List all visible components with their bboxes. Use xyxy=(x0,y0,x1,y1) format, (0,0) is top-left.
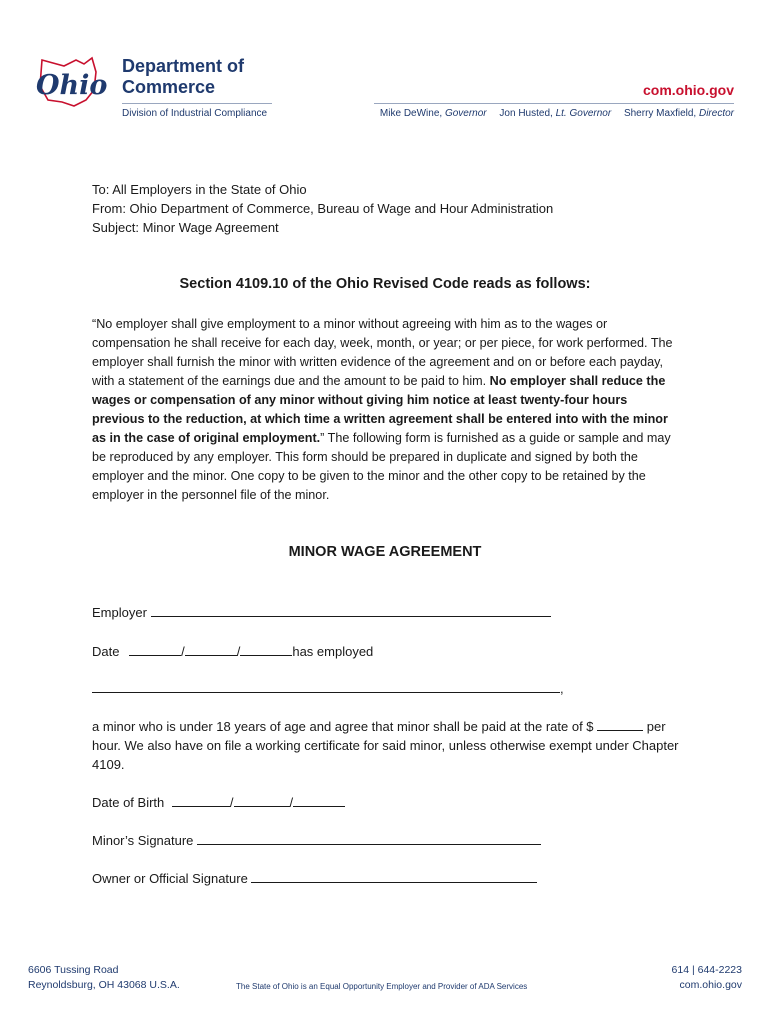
minor-signature-label: Minor’s Signature xyxy=(92,833,194,848)
dob-day-line[interactable] xyxy=(234,792,290,807)
footer-address xyxy=(28,963,180,993)
quote-part-2: ” The following form is furnished as a guide or sample and may be reproduced by any employer. This form should be prepared in duplicate and signed by both the employer and the minor. One copy to be given to the minor and the other copy to be retained by the employer in the personnel file of the minor. xyxy=(92,431,671,502)
minor-signature-line[interactable] xyxy=(197,830,541,845)
date-field xyxy=(92,641,373,659)
footer-contact xyxy=(672,963,742,993)
header-divider-right xyxy=(374,103,734,104)
owner-signature-field xyxy=(92,868,537,886)
dept-line-2: Commerce xyxy=(122,77,216,97)
minor-name-line[interactable] xyxy=(92,678,560,693)
employer-field xyxy=(92,602,551,620)
minor-name-field xyxy=(92,678,564,696)
header-divider xyxy=(122,103,272,104)
dob-slash-1: / xyxy=(229,795,234,810)
header-website-link[interactable]: com.ohio.gov xyxy=(643,82,734,98)
has-employed-label: has employed xyxy=(292,644,374,659)
statement-part-2: per hour. We also have on file a working certificate for said minor, unless otherwise exempt under Chapter 4109. xyxy=(92,719,679,772)
memo-subject: Subject: Minor Wage Agreement xyxy=(92,220,279,235)
owner-signature-line[interactable] xyxy=(251,868,537,883)
wage-rate-line[interactable] xyxy=(597,716,643,731)
footer-phone[interactable]: 614 | 644-2223 xyxy=(671,964,742,976)
memo-block xyxy=(92,180,553,237)
division-name: Division of Industrial Compliance xyxy=(122,108,268,119)
quote-part-1: “No employer shall give employment to a minor without agreeing with him as to the wages or compensation he shall receive for each day, week, month, or year; or per piece, for work performed. The employer shall furnish the minor with written evidence of the agreement and on or before each payday, with a statement of the earnings due and the amount to be paid to him. xyxy=(92,317,673,388)
footer-website-link[interactable]: com.ohio.gov xyxy=(679,979,742,991)
ohio-logo xyxy=(34,56,112,110)
date-year-line[interactable] xyxy=(240,641,292,656)
ohio-logo-word: Ohio xyxy=(36,70,108,101)
date-of-birth-field xyxy=(92,792,345,810)
date-label: Date xyxy=(92,644,120,659)
lt-governor-name: Jon Husted, xyxy=(499,108,553,119)
memo-to: To: All Employers in the State of Ohio xyxy=(92,182,307,197)
dob-month-line[interactable] xyxy=(172,792,230,807)
minor-signature-field xyxy=(92,830,541,848)
eeo-statement: The State of Ohio is an Equal Opportunity Employer and Provider of ADA Services xyxy=(236,982,528,991)
date-slash-2: / xyxy=(236,644,241,659)
date-day-line[interactable] xyxy=(185,641,237,656)
memo-from: From: Ohio Department of Commerce, Bureau of Wage and Hour Administration xyxy=(92,201,554,216)
date-slash-1: / xyxy=(181,644,185,659)
owner-signature-label: Owner or Official Signature xyxy=(92,871,248,886)
date-month-line[interactable] xyxy=(129,641,181,656)
director-title: Director xyxy=(698,108,734,119)
director-name: Sherry Maxfield, xyxy=(623,108,697,119)
statement-part-1: a minor who is under 18 years of age and agree that minor shall be paid at the rate of $ xyxy=(92,719,594,734)
governor-name: Mike DeWine, xyxy=(379,108,443,119)
section-heading: Section 4109.10 of the Ohio Revised Code reads as follows: xyxy=(179,276,591,292)
lt-governor-title: Lt. Governor xyxy=(555,108,612,119)
dept-line-1: Department of xyxy=(122,56,245,76)
quote-bold: No employer shall reduce the wages or compensation of any minor without giving him notice at least twenty-four hours previous to the reduction, at which time a written agreement shall be entered into with the minor as in the case of original employment. xyxy=(92,374,668,445)
officials-line xyxy=(380,108,734,119)
statute-quote xyxy=(92,315,682,505)
employer-label: Employer xyxy=(92,605,147,620)
governor-title: Governor xyxy=(444,108,487,119)
dob-label: Date of Birth xyxy=(92,795,165,810)
minor-name-comma: , xyxy=(560,681,564,696)
department-name xyxy=(122,56,244,98)
employer-input-line[interactable] xyxy=(151,602,551,617)
dob-slash-2: / xyxy=(289,795,294,810)
form-title: MINOR WAGE AGREEMENT xyxy=(288,544,482,560)
address-line-1: 6606 Tussing Road xyxy=(28,964,119,976)
wage-statement xyxy=(92,716,687,774)
address-line-2: Reynoldsburg, OH 43068 U.S.A. xyxy=(28,979,180,991)
dob-year-line[interactable] xyxy=(293,792,345,807)
